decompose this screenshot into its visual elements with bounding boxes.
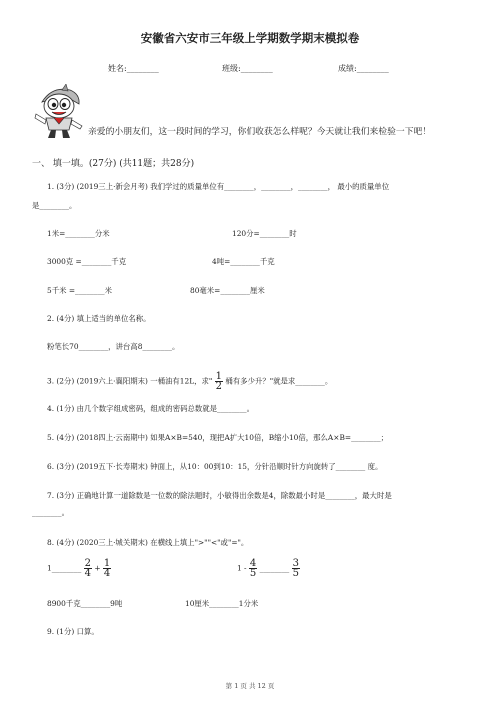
page-title: 安徽省六安市三年级上学期数学期末模拟卷 — [140, 31, 360, 45]
fraction-numerator: 2 — [84, 558, 91, 569]
greeting-text: 亲爱的小朋友们，这一段时间的学习，你们收获怎么样呢？今天就让我们来检验一下吧！ — [88, 127, 432, 137]
fraction-numerator: 1 — [103, 558, 111, 569]
fraction-denominator: 5 — [249, 568, 257, 579]
question-8-item-b — [237, 559, 300, 578]
question-3-suffix: 桶有多少升？"就是求________。 — [225, 376, 333, 386]
question-2-line: 粉笔长70________，讲台高8________。 — [47, 342, 180, 351]
fraction-denominator: 5 — [292, 568, 299, 579]
fraction-one-half — [215, 372, 223, 391]
question-4: 4. (1分) 由几个数字组成密码，组成的密码总数就是________。 — [47, 404, 254, 413]
question-8-item-d: 10厘米________1分米 — [185, 599, 259, 608]
question-1: 1. (3分) (2019三上·新会月考) 我们学过的质量单位有________，________，________， 最小的质量单位 — [47, 182, 390, 191]
question-2: 2. (4分) 填上适当的单位名称。 — [47, 314, 151, 323]
question-8-item-a — [47, 559, 111, 578]
fraction-denominator: 4 — [103, 568, 111, 579]
question-8: 8. (4分) (2020三上·城关期末) 在横线上填上">""<"或"="。 — [47, 538, 249, 547]
question-5: 5. (4分) (2018四上·云南期中) 如果A×B=540，现把A扩大10倍，B缩小10倍，那么A×B=________； — [47, 433, 389, 442]
class-field: 班级:________ — [222, 64, 273, 73]
question-8-item-c: 8900千克________9吨 — [47, 599, 123, 608]
question-1-item-a: 1米=________分米 — [47, 229, 110, 238]
question-9: 9. (1分) 口算。 — [47, 627, 99, 636]
fraction-two-quarters — [84, 559, 92, 578]
question-1-continuation: 是________。 — [32, 201, 77, 210]
name-field: 姓名:________ — [108, 64, 159, 73]
plus-sign: + — [94, 563, 101, 573]
question-3 — [47, 372, 332, 391]
question-8-item-a-blank: 1________ — [47, 563, 82, 573]
fraction-numerator: 1 — [215, 371, 223, 382]
question-6: 6. (3分) (2019五下·长寿期末) 钟面上，从10：00到10：15，分针沿顺时针方向旋转了________ 度。 — [47, 462, 383, 471]
fraction-four-fifths — [249, 559, 257, 578]
section-heading: 一、 填一填。(27分) (共11题；共28分) — [32, 159, 195, 169]
score-field: 成绩:________ — [338, 64, 389, 73]
question-1-item-d: 4吨=________千克 — [212, 257, 275, 266]
mascot-illustration — [32, 84, 86, 140]
fraction-one-quarter — [103, 559, 111, 578]
question-7-continuation: ________。 — [32, 508, 69, 517]
question-1-item-b: 120分=________时 — [232, 229, 297, 238]
question-3-prefix: 3. (2分) (2019六上·襄阳期末) 一桶油有12L，求" — [47, 376, 213, 386]
question-8-item-b-blank: ________ — [259, 563, 290, 573]
fraction-denominator: 2 — [215, 381, 223, 392]
fraction-denominator: 4 — [84, 568, 91, 579]
question-1-item-e: 5千米 =________米 — [47, 286, 112, 295]
question-8-item-b-prefix: 1 - — [237, 563, 247, 573]
question-1-item-c: 3000克 =________千克 — [47, 257, 127, 266]
question-7: 7. (3分) 正确地计算一道除数是一位数的除法题时，小敏得出余数是4，除数最小时是________，最大时是 — [47, 491, 392, 500]
fraction-numerator: 4 — [249, 558, 257, 569]
page-footer: 第 1 页 共 12 页 — [225, 682, 275, 690]
fraction-numerator: 3 — [292, 558, 299, 569]
question-1-item-f: 80毫米=________厘米 — [190, 286, 265, 295]
fraction-three-fifths — [292, 559, 300, 578]
